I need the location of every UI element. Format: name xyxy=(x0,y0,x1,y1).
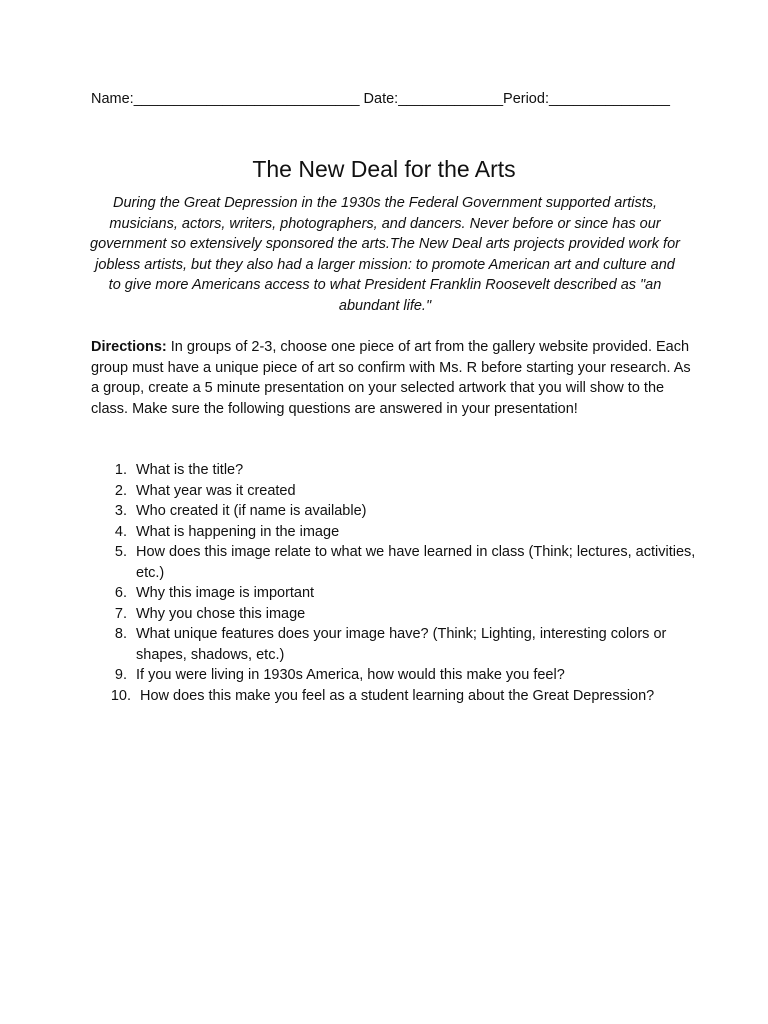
list-item-number: 5. xyxy=(114,544,127,560)
list-item-number: 2. xyxy=(114,482,127,499)
question-list xyxy=(0,460,768,706)
directions-paragraph xyxy=(91,337,691,419)
list-item xyxy=(0,542,696,583)
list-item-number: 7. xyxy=(114,605,127,622)
intro-paragraph: During the Great Depression in the 1930s the Federal Government supported artists, musicians, actors, writers, photographers, and dancers. Never before or since has our government so extensively sponsored the arts.The New Deal arts projects provided work for jobless artists, but they also had a larger mission: to promote American art and culture and to give more Americans access to what President Franklin Roosevelt described as "an abundant life." xyxy=(90,195,680,314)
list-item xyxy=(0,501,696,522)
list-item-text: If you were living in 1930s America, how would this make you feel? xyxy=(136,667,565,683)
list-item-number: 8. xyxy=(114,626,127,642)
list-item xyxy=(0,604,696,625)
list-item-text: What is happening in the image xyxy=(136,523,340,540)
page-title: The New Deal for the Arts xyxy=(252,156,516,183)
list-item xyxy=(0,686,700,707)
list-item-number: 10. xyxy=(110,687,131,704)
directions-text: In groups of 2-3, choose one piece of art from the gallery website provided. Each group must have a unique piece of art so confirm with Ms. R before starting your research. As a group, create a 5 minute presentation on your selected artwork that you will show to the class. Make sure the following questions are answered in your presentation! xyxy=(91,339,691,417)
list-item xyxy=(0,665,696,686)
list-item-text: Why you chose this image xyxy=(136,605,306,622)
list-item-number: 4. xyxy=(114,523,127,540)
list-item-text: What is the title? xyxy=(136,462,244,478)
list-item-number: 9. xyxy=(114,667,127,683)
list-item xyxy=(0,583,696,604)
list-item-number: 3. xyxy=(114,503,127,519)
list-item-text: Why this image is important xyxy=(136,585,315,601)
list-item xyxy=(0,460,696,481)
list-item xyxy=(0,481,696,502)
list-item-text: Who created it (if name is available) xyxy=(136,503,367,519)
list-item xyxy=(0,624,696,665)
list-item-text: What unique features does your image have? (Think; Lighting, interesting colors or shapes, shadows, etc.) xyxy=(136,626,667,663)
list-item-number: 1. xyxy=(114,462,127,478)
list-item xyxy=(0,522,696,543)
name-date-period-line: Name:____________________________ Date:_____________Period:_______________ xyxy=(91,91,670,107)
directions-label: Directions: xyxy=(91,339,167,355)
list-item-number: 6. xyxy=(114,585,127,601)
list-item-text: What year was it created xyxy=(136,482,296,499)
list-item-text: How does this image relate to what we have learned in class (Think; lectures, activities, etc.) xyxy=(136,544,696,581)
list-item-text: How does this make you feel as a student learning about the Great Depression? xyxy=(140,687,655,704)
